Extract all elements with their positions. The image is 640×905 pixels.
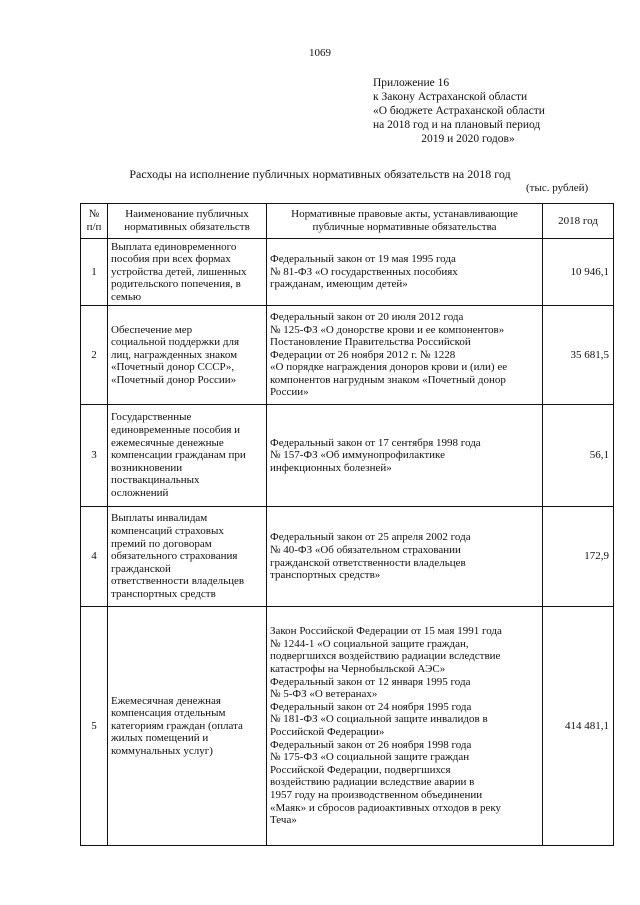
obligation-name-line: компенсаций страховых (111, 525, 224, 538)
header-year: 2018 год (543, 204, 614, 239)
appendix-header (373, 76, 613, 146)
table-header-row (81, 204, 614, 239)
row-number: 4 (81, 507, 108, 607)
legal-act-line: Закон Российской Федерации от 15 мая 1991 года (270, 625, 502, 638)
obligation-name-line: ежемесячные денежные (111, 436, 224, 449)
header-name-line: Наименование публичных (125, 208, 249, 221)
legal-act-line: Постановление Правительства Российской (270, 336, 471, 349)
legal-act-line: гражданской ответственности владельцев (270, 556, 466, 569)
obligation-name-line: единовременные пособия и (111, 424, 241, 437)
header-name-line: нормативных обязательств (124, 221, 250, 233)
amount-2018: 10 946,1 (543, 239, 614, 306)
table-row (81, 507, 614, 607)
obligation-name-line: компенсации гражданам при (111, 449, 246, 462)
obligation-name (108, 239, 267, 306)
legal-act-line: Федеральный закон от 19 мая 1995 года (270, 253, 456, 266)
legal-act-line: Теча» (270, 814, 297, 827)
header-acts-line: Нормативные правовые акты, устанавливающие (291, 208, 518, 221)
obligation-name-line: родительского попечения, в (111, 278, 241, 291)
row-number: 1 (81, 239, 108, 306)
obligation-name-line: компенсация отдельным (111, 707, 226, 720)
header-acts-line: публичные нормативные обязательства (312, 221, 497, 233)
legal-act-line: № 81-ФЗ «О государственных пособиях (270, 265, 458, 278)
appendix-line: Приложение 16 (373, 77, 450, 89)
row-number: 5 (81, 607, 108, 846)
obligation-name-line: коммунальных услуг) (111, 744, 213, 757)
header-num-line: п/п (86, 221, 102, 233)
legal-acts (267, 507, 543, 607)
obligation-name-line: Обеспечение мер (111, 323, 193, 336)
table-row (81, 239, 614, 306)
legal-act-line: Федеральный закон от 25 апреля 2002 года (270, 531, 471, 544)
appendix-line: к Закону Астраханской области (373, 91, 528, 103)
amount-2018: 35 681,5 (543, 306, 614, 405)
legal-act-line: катастрофы на Чернобыльской АЭС» (270, 663, 446, 676)
header-num (81, 204, 108, 239)
obligation-name (108, 306, 267, 405)
legal-acts (267, 239, 543, 306)
obligation-name-line: Выплата единовременного (111, 240, 237, 253)
document-title: Расходы на исполнение публичных нормативных обязательств на 2018 год (129, 167, 511, 181)
obligation-name-line: категориям граждан (оплата (111, 719, 243, 732)
appendix-line: на 2018 год и на плановый период (373, 119, 541, 131)
table-row (81, 405, 614, 507)
legal-act-line: № 157-ФЗ «Об иммунопрофилактике (270, 449, 445, 462)
obligation-name (108, 405, 267, 507)
legal-act-line: № 181-ФЗ «О социальной защите инвалидов в (270, 713, 488, 726)
legal-act-line: «Маяк» и сбросов радиоактивных отходов в реку (270, 801, 502, 814)
obligation-name-line: обязательного страхования (111, 550, 238, 563)
unit-label: (тыс. рублей) (526, 182, 589, 194)
obligation-name-line: «Почетный донор СССР», (111, 361, 235, 374)
obligation-name-line: возникновении (111, 461, 183, 474)
legal-acts (267, 405, 543, 507)
legal-act-line: № 1244-1 «О социальной защите граждан, (270, 637, 469, 650)
legal-act-line: № 125-ФЗ «О донорстве крови и ее компонентов» (270, 323, 505, 336)
amount-2018: 172,9 (543, 507, 614, 607)
legal-act-line: Российской Федерации» (270, 726, 385, 738)
legal-act-line: Российской Федерации, подвергшихся (270, 763, 451, 776)
amount-2018: 414 481,1 (543, 607, 614, 846)
legal-act-line: Федеральный закон от 26 ноября 1998 года (270, 738, 472, 751)
obligation-name-line: жилых помещений и (111, 732, 209, 745)
table-row (81, 607, 614, 846)
obligation-name (108, 607, 267, 846)
page-number: 1069 (309, 47, 331, 59)
obligation-name-line: поствакцинальных (111, 474, 200, 487)
obligation-name-line: лиц, награжденных знаком (111, 348, 238, 361)
legal-act-line: транспортных средств» (270, 569, 381, 582)
obligation-name-line: Ежемесячная денежная (111, 694, 221, 707)
legal-act-line: Федеральный закон от 12 января 1995 года (270, 675, 471, 688)
obligation-name (108, 507, 267, 607)
legal-act-line: Федерации от 26 ноября 2012 г. № 1228 (270, 348, 456, 361)
legal-act-line: № 40-ФЗ «Об обязательном страховании (270, 543, 461, 556)
appendix-line: «О бюджете Астраханской области (373, 105, 545, 117)
obligation-name-line: премий по договорам (111, 537, 212, 550)
legal-act-line: компонентов нагрудным знаком «Почетный донор (270, 373, 506, 386)
obligation-name-line: гражданской (111, 562, 171, 575)
obligation-name-line: «Почетный донор России» (111, 373, 237, 386)
row-number: 3 (81, 405, 108, 507)
amount-2018: 56,1 (543, 405, 614, 507)
table-row (81, 306, 614, 405)
legal-act-line: гражданам, имеющим детей» (270, 278, 408, 291)
legal-act-line: «О порядке награждения доноров крови и (или) ее (270, 361, 508, 374)
obligation-name-line: Выплаты инвалидам (111, 512, 208, 525)
legal-act-line: подвергшихся воздействию радиации вследствие (270, 650, 501, 663)
header-acts (267, 204, 543, 239)
legal-act-line: воздействию радиации вследствие аварии в (270, 776, 475, 789)
header-num-line: № (88, 208, 100, 221)
obligation-name-line: социальной поддержки для (111, 336, 240, 349)
row-number: 2 (81, 306, 108, 405)
legal-act-line: России» (270, 386, 309, 399)
legal-act-line: инфекционных болезней» (270, 461, 392, 474)
obligation-name-line: транспортных средств (111, 587, 216, 600)
legal-act-line: Федеральный закон от 24 ноября 1995 года (270, 700, 472, 713)
legal-acts (267, 306, 543, 405)
obligation-name-line: пособия при всех формах (111, 253, 231, 266)
legal-act-line: Федеральный закон от 20 июля 2012 года (270, 310, 464, 323)
obligation-name-line: семью (111, 290, 142, 303)
appendix-line: 2019 и 2020 годов» (421, 133, 515, 145)
obligation-name-line: устройства детей, лишенных (111, 265, 247, 278)
legal-acts (267, 607, 543, 846)
legal-act-line: № 175-ФЗ «О социальной защите граждан (270, 751, 470, 764)
legal-act-line: 1957 году на производственном объединении (270, 788, 483, 801)
legal-act-line: № 5-ФЗ «О ветеранах» (270, 688, 378, 701)
header-name (108, 204, 267, 239)
obligation-name-line: Государственные (111, 411, 192, 424)
legal-act-line: Федеральный закон от 17 сентября 1998 года (270, 436, 481, 449)
obligation-name-line: осложнений (111, 486, 169, 499)
obligation-name-line: ответственности владельцев (111, 575, 245, 588)
obligations-table (80, 203, 614, 846)
